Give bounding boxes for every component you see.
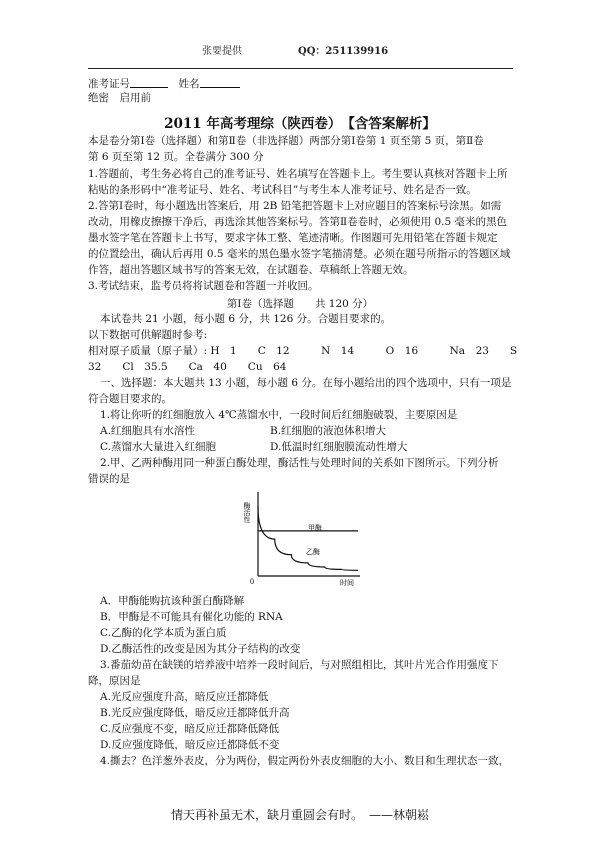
- note-line: 2.答第Ⅰ卷时，每小题选出答案后，用 2B 铅笔把答题卡上对应题目的答案标号涂黑。如需: [88, 200, 502, 212]
- note-line: 墨水签字笔在答题卡上书写，要求字体工整、笔迹清晰。作图题可先用铅笔在答题卡规定: [88, 232, 498, 244]
- reference-note: 以下数据可供解题时参考:: [88, 329, 208, 341]
- q3-option-b: B.光反应强度降低，暗反应迁都降低升高: [100, 707, 290, 719]
- q2-stem-line-1: 2.甲、乙两种酶用同一种蛋白酶处理，酶活性与处理时间的关系如下图所示。下列分析: [100, 457, 499, 469]
- legend-label-yi: 乙酶: [306, 548, 320, 556]
- q3-option-c: C.反应强度不变，暗反应迁都降低降低: [100, 723, 279, 735]
- candidate-info: [88, 76, 520, 92]
- q1-option-b: B.红细胞的液泡体积增大: [270, 425, 387, 437]
- name-label: 姓名: [178, 78, 200, 90]
- q1-option-d: D.低温时红细胞膜流动性增大: [270, 441, 408, 453]
- header-rule: [88, 68, 513, 69]
- note-line: 改动，用橡皮擦擦干净后，再选涂其他答案标号。答第Ⅱ卷卷时，必须使用 0.5 毫米的黑色: [88, 216, 508, 228]
- section-desc: 本试卷共 21 小题，每小题 6 分，共 126 分。合题目要求的。: [100, 313, 392, 325]
- q3-option-d: D.反应强度降低，暗反应迁都降低不变: [100, 739, 280, 751]
- enzyme-activity-chart: [230, 488, 365, 588]
- q2-option-d: D.乙酶活性的改变是因为其分子结构的改变: [100, 643, 301, 655]
- page-title: 2011 年高考理综（陕西卷） 【含答案解析】: [164, 116, 436, 132]
- exam-number-blank: [130, 76, 168, 88]
- footer-quote: 情天再补虽无术，缺月重圆会有时。 ——林朝崧: [170, 808, 429, 822]
- q1-option-c: C.蒸馏水大量进入红细胞: [100, 441, 216, 453]
- y-axis-label: 酶活性: [243, 502, 251, 523]
- q2-option-b: B．甲酶是不可能具有催化功能的 RNA: [100, 611, 283, 623]
- atomic-mass-line-2: 32 Cl 35.5 Ca 40 Cu 64: [88, 361, 287, 373]
- q3-option-a: A.光反应强度升高，暗反应迁都降低: [100, 691, 269, 703]
- intro-line-1: 本是卷分第Ⅰ卷（选择题）和第Ⅱ卷（非选择题）两部分第Ⅰ卷第 1 页至第 5 页，第Ⅱ卷: [88, 135, 484, 147]
- q1-option-a: A.红细胞具有水溶性: [100, 425, 195, 437]
- name-blank: [200, 76, 240, 88]
- origin-label: 0: [250, 577, 254, 586]
- q2-stem-line-2: 错误的是: [88, 473, 130, 485]
- atomic-mass-line-1: 相对原子质量（原子量）: H 1 C 12 N 14 O 16 Na 23 S: [88, 345, 518, 357]
- x-axis-label: 时间: [340, 579, 354, 587]
- intro-line-2: 第 6 页至第 12 页。全卷满分 300 分: [88, 151, 264, 163]
- q1-stem: 1.将让你听的红细胞放入 4℃蒸馏水中，一段时间后红细胞破裂，主要原因是: [100, 409, 458, 421]
- header-qq: QQ：251139916: [298, 46, 389, 57]
- note-line: 的位置绘出，确认后再用 0.5 毫米的黑色墨水签字笔描清楚。必须在题号所指示的答题区域: [88, 248, 511, 260]
- exam-number-label: 准考证号: [88, 78, 130, 90]
- q2-option-a: A．甲酶能购抗该种蛋白酶降解: [100, 595, 245, 607]
- secret-label: 绝密 启用前: [88, 92, 151, 104]
- header-provider: 张要提供: [202, 46, 242, 57]
- mc-intro-line-1: 一、选择题：本大题共 13 小题，每小题 6 分。在每小题给出的四个选项中，只有一项是: [100, 377, 512, 389]
- q2-option-c: C.乙酶的化学本质为蛋白质: [100, 627, 227, 639]
- note-line: 粘贴的条形码中“准考证号、姓名、考试科目”与考生本人准考证号、姓名是否一致。: [88, 184, 477, 196]
- q3-stem-line-1: 3.番茄幼苗在缺镁的培养液中培养一段时间后，与对照组相比，其叶片光合作用强度下: [100, 659, 499, 671]
- q4-stem: 4.撕去？色洋葱外表皮，分为两份，假定两份外表皮细胞的大小、数目和生理状态一致，: [100, 755, 510, 767]
- note-line: 3.考试结束，监考员将将试题卷和答题一并收回。: [88, 280, 319, 292]
- note-line: 1.答题前，考生务必将自己的准考证号、姓名填写在答题卡上。考生要认真核对答题卡上所: [88, 168, 508, 180]
- series-line-yi: [258, 506, 358, 570]
- note-line: 作答，超出答题区域书写的答案无效，在试题卷、草稿纸上答题无效。: [88, 264, 414, 276]
- mc-intro-line-2: 符合题目要求的。: [88, 393, 172, 405]
- q3-stem-line-2: 降，原因是: [88, 675, 141, 687]
- legend-label-jia: 甲酶: [308, 524, 322, 532]
- section-title: 第Ⅰ卷（选择题 共 120 分）: [226, 298, 374, 310]
